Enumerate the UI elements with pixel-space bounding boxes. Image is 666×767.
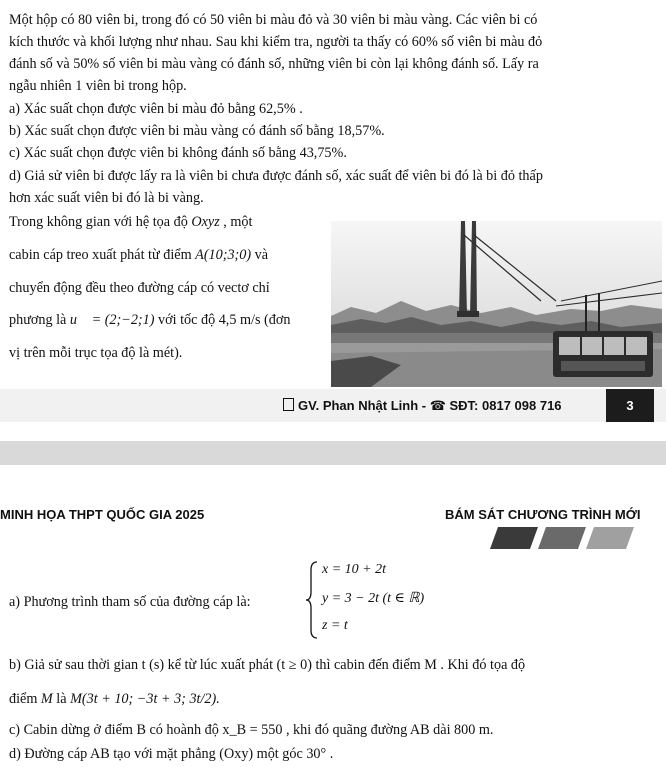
page-separator	[0, 441, 666, 465]
header-stripes	[480, 527, 656, 549]
footer-teacher-info: GV. Phan Nhật Linh - ☎ SĐT: 0817 098 716	[283, 398, 562, 414]
header-right: BÁM SÁT CHƯƠNG TRÌNH MỚI	[445, 507, 641, 522]
system-line-y: y = 3 − 2t (t ∈ ℝ)	[322, 591, 425, 606]
q2-statement-c: c) Cabin dừng ở điểm B có hoành độ x_B = 550 , khi đó quãng đường AB dài 800 m.	[9, 722, 494, 738]
q2-intro-line-2: cabin cáp treo xuất phát từ điểm A(10;3;0) và	[9, 247, 269, 263]
statement-d-line-2: hơn xác suất viên bi đó là bi vàng.	[9, 190, 204, 206]
statement-b: b) Xác suất chọn được viên bi màu vàng có đánh số bằng 18,57%.	[9, 123, 385, 139]
system-line-x: x = 10 + 2t	[322, 562, 386, 577]
intro-line-1: Một hộp có 80 viên bi, trong đó có 50 viên bi màu đỏ và 30 viên bi màu vàng. Các viên bi có	[9, 12, 538, 28]
intro-line-2: kích thước và khối lượng như nhau. Sau khi kiểm tra, người ta thấy có 60% số viên bi màu đỏ	[9, 34, 543, 50]
cable-car-illustration	[331, 221, 662, 387]
q2-intro-line-3: chuyển động đều theo đường cáp có vectơ chỉ	[9, 280, 270, 296]
intro-line-4: ngẫu nhiên 1 viên bi trong hộp.	[9, 78, 187, 94]
q2-intro-line-5: vị trên mỗi trục tọa độ là mét).	[9, 345, 183, 361]
parametric-system	[305, 560, 445, 640]
page-number: 3	[606, 389, 654, 422]
left-brace	[305, 560, 319, 640]
statement-d-line-1: d) Giả sử viên bi được lấy ra là viên bi chưa được đánh số, xác suất để viên bi đó là bi đỏ thấp	[9, 168, 543, 184]
statement-a: a) Xác suất chọn được viên bi màu đỏ bằng 62,5% .	[9, 101, 303, 117]
document-icon	[283, 398, 294, 411]
page-footer	[0, 389, 666, 425]
q2-statement-b-line-2: điểm M là M(3t + 10; −3t + 3; 3t/2).	[9, 691, 220, 707]
cable-car-photo	[331, 221, 662, 387]
q2-statement-b-line-1: b) Giả sử sau thời gian t (s) kể từ lúc xuất phát (t ≥ 0) thì cabin đến điểm M . Khi đó tọa độ	[9, 657, 526, 673]
intro-line-3: đánh số và 50% số viên bi màu vàng có đánh số, những viên bi còn lại không đánh số. Lấy ra	[9, 56, 539, 72]
statement-c: c) Xác suất chọn được viên bi không đánh số bằng 43,75%.	[9, 145, 347, 161]
q2-statement-a: a) Phương trình tham số của đường cáp là:	[9, 594, 251, 610]
q2-intro-line-4: phương là u⃗ = (2;−2;1) với tốc độ 4,5 m/s (đơn	[9, 312, 291, 328]
q2-statement-d: d) Đường cáp AB tạo với mặt phẳng (Oxy) một góc 30° .	[9, 746, 334, 762]
q2-intro-line-1: Trong không gian với hệ tọa độ Oxyz , một	[9, 214, 253, 230]
system-line-z: z = t	[322, 618, 348, 633]
header-left: MINH HỌA THPT QUỐC GIA 2025	[0, 507, 205, 522]
